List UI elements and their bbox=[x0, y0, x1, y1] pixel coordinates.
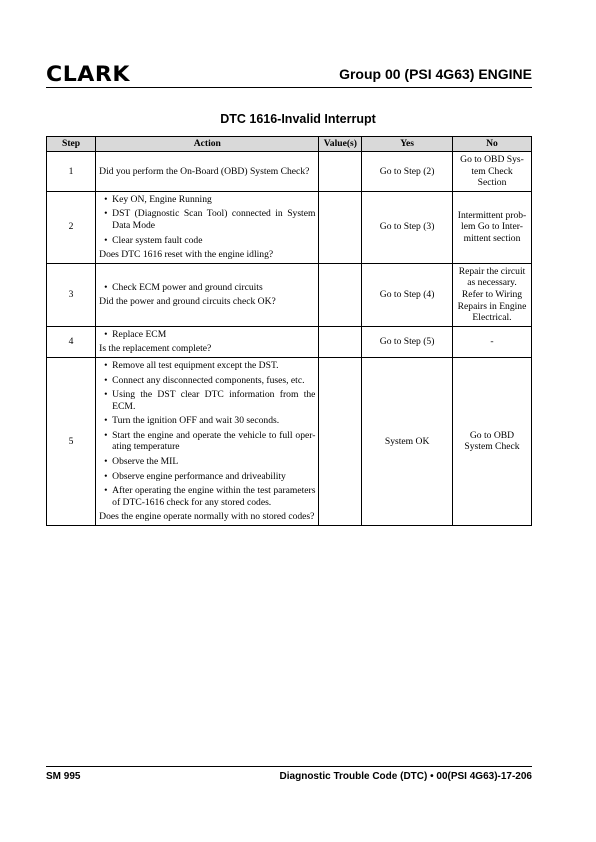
action-cell bbox=[96, 191, 319, 263]
value-cell bbox=[319, 357, 362, 525]
footer-rule bbox=[46, 766, 532, 767]
yes-outcome: Go to Step (4) bbox=[362, 263, 453, 326]
table-row bbox=[47, 152, 532, 192]
yes-outcome: System OK bbox=[362, 357, 453, 525]
value-cell bbox=[319, 191, 362, 263]
yes-outcome: Go to Step (3) bbox=[362, 191, 453, 263]
action-item: • DST (Diagnostic Scan Tool) connected in System Data Mode bbox=[99, 208, 315, 231]
action-item: • Connect any disconnected components, fuses, etc. bbox=[99, 375, 315, 387]
yes-outcome: Go to Step (2) bbox=[362, 152, 453, 192]
action-item: • Replace ECM bbox=[99, 329, 315, 341]
no-outcome: Intermittent prob-lem Go to Inter-mittent section bbox=[453, 191, 532, 263]
action-item: • Clear system fault code bbox=[99, 235, 315, 247]
no-outcome: Repair the circuit as necessary. Refer to Wiring Repairs in Engine Electrical. bbox=[453, 263, 532, 326]
footer-section-page: Diagnostic Trouble Code (DTC) • 00(PSI 4G63)-17-206 bbox=[279, 771, 532, 782]
action-list bbox=[99, 360, 315, 509]
value-cell bbox=[319, 263, 362, 326]
action-item: • Remove all test equipment except the DST. bbox=[99, 360, 315, 372]
footer-manual-number: SM 995 bbox=[46, 771, 81, 782]
header-yes: Yes bbox=[362, 137, 453, 152]
header-no: No bbox=[453, 137, 532, 152]
table-header-row bbox=[47, 137, 532, 152]
table-row bbox=[47, 263, 532, 326]
header-step: Step bbox=[47, 137, 96, 152]
action-list bbox=[99, 282, 315, 294]
group-title: Group 00 (PSI 4G63) ENGINE bbox=[339, 66, 532, 82]
action-cell bbox=[96, 263, 319, 326]
yes-outcome: Go to Step (5) bbox=[362, 326, 453, 357]
no-outcome: Go to OBD System Check bbox=[453, 357, 532, 525]
table-row bbox=[47, 326, 532, 357]
action-item: • Observe engine performance and driveability bbox=[99, 471, 315, 483]
action-list bbox=[99, 194, 315, 246]
clark-logo: CLARK bbox=[46, 62, 130, 86]
action-item: • Key ON, Engine Running bbox=[99, 194, 315, 206]
value-cell bbox=[319, 326, 362, 357]
step-number: 3 bbox=[47, 263, 96, 326]
action-question: Does the engine operate normally with no stored codes? bbox=[99, 511, 315, 523]
action-item: • Start the engine and operate the vehicle to full oper-ating temperature bbox=[99, 430, 315, 453]
action-item: • After operating the engine within the test parameters of DTC-1616 check for any stored codes. bbox=[99, 485, 315, 508]
table-row bbox=[47, 357, 532, 525]
step-number: 5 bbox=[47, 357, 96, 525]
action-question: Did the power and ground circuits check OK? bbox=[99, 296, 276, 308]
no-outcome: - bbox=[453, 326, 532, 357]
action-item: • Turn the ignition OFF and wait 30 seconds. bbox=[99, 415, 315, 427]
step-number: 4 bbox=[47, 326, 96, 357]
action-question: Is the replacement complete? bbox=[99, 343, 212, 355]
diagnostic-table bbox=[46, 136, 532, 526]
step-number: 1 bbox=[47, 152, 96, 192]
no-outcome: Go to OBD Sys-tem Check Section bbox=[453, 152, 532, 192]
action-item: • Observe the MIL bbox=[99, 456, 315, 468]
step-number: 2 bbox=[47, 191, 96, 263]
action-cell bbox=[96, 326, 319, 357]
action-cell bbox=[96, 357, 319, 525]
page-title: DTC 1616-Invalid Interrupt bbox=[220, 112, 376, 126]
action-question: Did you perform the On-Board (OBD) System Check? bbox=[99, 165, 310, 177]
action-list bbox=[99, 329, 315, 341]
value-cell bbox=[319, 152, 362, 192]
header-action: Action bbox=[96, 137, 319, 152]
action-item: • Using the DST clear DTC information from the ECM. bbox=[99, 389, 315, 412]
header-rule bbox=[46, 87, 532, 88]
action-item: • Check ECM power and ground circuits bbox=[99, 282, 315, 294]
table-row bbox=[47, 191, 532, 263]
header-values: Value(s) bbox=[319, 137, 362, 152]
action-cell bbox=[96, 152, 319, 192]
action-question: Does DTC 1616 reset with the engine idling? bbox=[99, 249, 274, 261]
